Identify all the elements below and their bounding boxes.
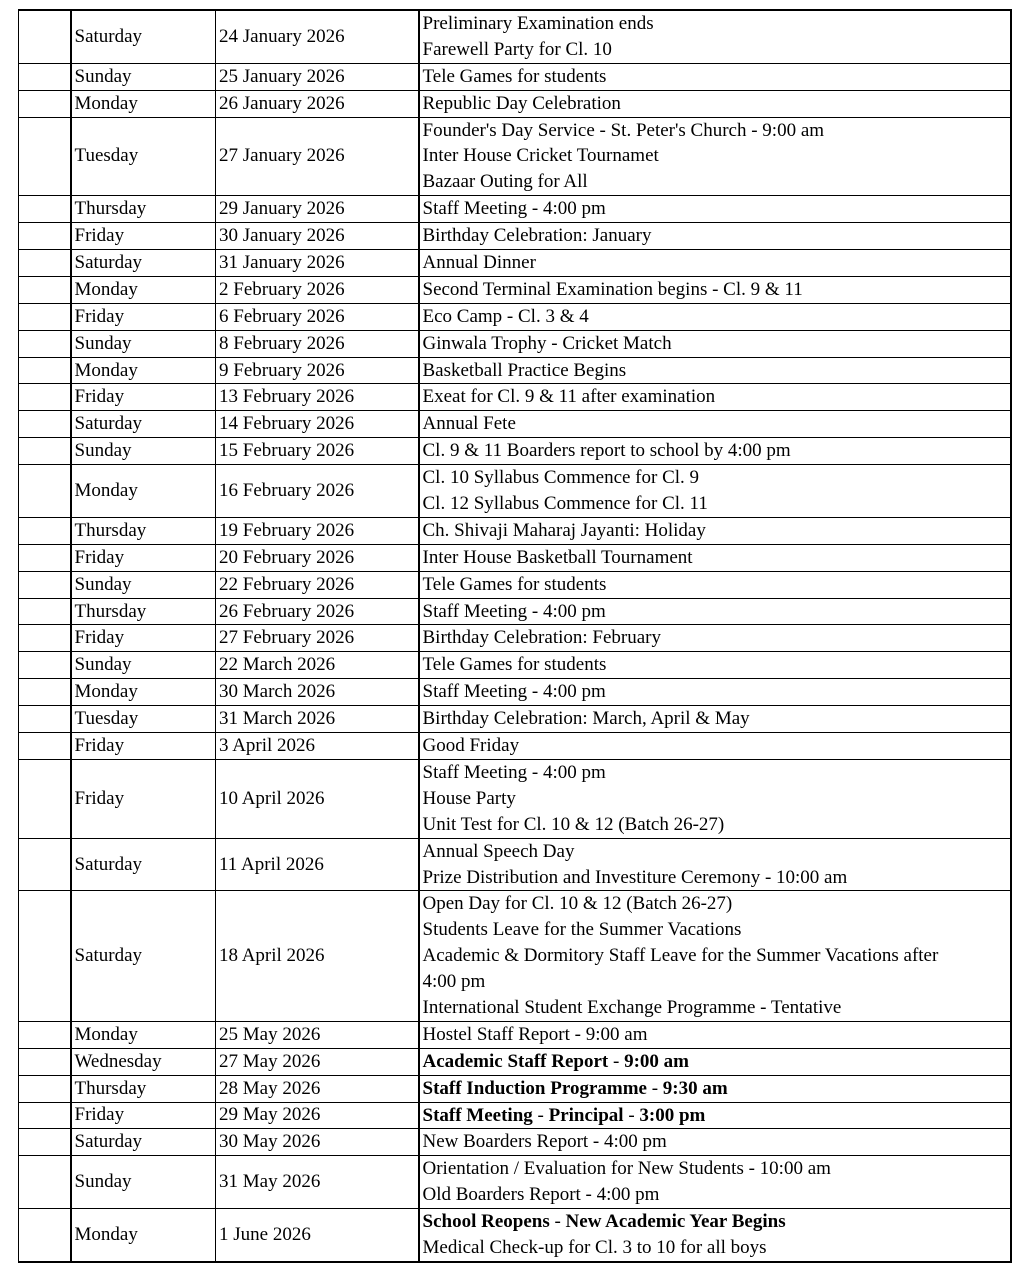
event-text: Tele Games for students (422, 65, 607, 87)
event-text: Staff Meeting - 4:00 pm (422, 600, 606, 622)
blank-cell (19, 1209, 71, 1262)
blank-cell (19, 223, 71, 250)
event-text: Farewell Party for Cl. 10 (422, 38, 612, 60)
event-text: New Boarders Report - 4:00 pm (422, 1131, 667, 1153)
event-text: Cl. 9 & 11 Boarders report to school by 4:00 pm (422, 440, 791, 462)
events-cell (419, 303, 1011, 330)
event-text: Birthday Celebration: February (422, 627, 661, 649)
blank-cell (19, 276, 71, 303)
day-cell: Saturday (71, 838, 216, 891)
blank-cell (19, 838, 71, 891)
date-cell: 9 February 2026 (216, 357, 419, 384)
event-line (423, 760, 1007, 786)
event-line (423, 37, 1007, 63)
blank-cell (19, 1075, 71, 1102)
event-text: Medical Check-up for Cl. 3 to 10 for all boys (422, 1236, 767, 1258)
event-text: 4:00 pm (422, 971, 486, 993)
day-cell: Tuesday (71, 117, 216, 196)
day-cell: Monday (71, 679, 216, 706)
event-line (423, 143, 1007, 169)
events-cell (419, 1102, 1011, 1129)
event-text: Preliminary Examination ends (422, 13, 654, 34)
day-cell: Monday (71, 1021, 216, 1048)
event-text: Orientation / Evaluation for New Students - 10:00 am (422, 1158, 831, 1180)
blank-cell (19, 117, 71, 196)
event-text: International Student Exchange Programme - Tentative (422, 996, 842, 1018)
calendar-row (19, 303, 1011, 330)
event-text: Tele Games for students (422, 654, 607, 676)
events-cell (419, 90, 1011, 117)
date-cell: 8 February 2026 (216, 330, 419, 357)
event-text-bold: Staff Induction Programme (422, 1077, 647, 1099)
calendar-row (19, 90, 1011, 117)
day-cell: Friday (71, 1102, 216, 1129)
day-cell: Friday (71, 625, 216, 652)
day-cell: Sunday (71, 1156, 216, 1209)
event-text: Hostel Staff Report - 9:00 am (422, 1023, 648, 1045)
calendar-row (19, 838, 1011, 891)
event-line (423, 1156, 1007, 1182)
event-line (423, 865, 1007, 891)
event-text-bold: School Reopens (422, 1211, 550, 1233)
calendar-row (19, 117, 1011, 196)
event-text: Tele Games for students (422, 573, 607, 595)
date-cell: 16 February 2026 (216, 465, 419, 518)
event-line (423, 652, 1007, 678)
events-cell (419, 384, 1011, 411)
day-cell: Monday (71, 357, 216, 384)
blank-cell (19, 652, 71, 679)
event-line (423, 679, 1007, 705)
blank-cell (19, 196, 71, 223)
event-text: Staff Meeting - 4:00 pm (422, 681, 606, 703)
events-cell (419, 1156, 1011, 1209)
events-cell (419, 438, 1011, 465)
day-cell: Saturday (71, 891, 216, 1021)
day-cell: Thursday (71, 1075, 216, 1102)
event-text: Inter House Basketball Tournament (422, 546, 693, 568)
date-cell: 19 February 2026 (216, 517, 419, 544)
blank-cell (19, 517, 71, 544)
event-line (423, 91, 1007, 117)
event-line (423, 1103, 1007, 1129)
blank-cell (19, 384, 71, 411)
event-line (423, 304, 1007, 330)
event-line (423, 969, 1007, 995)
event-line (423, 706, 1007, 732)
calendar-body (19, 10, 1011, 1262)
date-cell: 29 January 2026 (216, 196, 419, 223)
event-text-bold: Principal (548, 1104, 624, 1126)
day-cell: Sunday (71, 571, 216, 598)
blank-cell (19, 63, 71, 90)
calendar-row (19, 598, 1011, 625)
date-cell: 31 March 2026 (216, 706, 419, 733)
event-text: Open Day for Cl. 10 & 12 (Batch 26-27) (422, 893, 733, 915)
calendar-row (19, 891, 1011, 1021)
events-cell (419, 598, 1011, 625)
blank-cell (19, 1048, 71, 1075)
date-cell: 25 January 2026 (216, 63, 419, 90)
events-cell (419, 625, 1011, 652)
day-cell: Monday (71, 1209, 216, 1262)
event-text: Students Leave for the Summer Vacations (422, 919, 742, 941)
event-line (423, 11, 1007, 37)
event-line (423, 223, 1007, 249)
events-cell (419, 838, 1011, 891)
calendar-row (19, 544, 1011, 571)
date-cell: 14 February 2026 (216, 411, 419, 438)
calendar-row (19, 1129, 1011, 1156)
event-line (423, 250, 1007, 276)
event-text: Good Friday (422, 735, 520, 757)
blank-cell (19, 330, 71, 357)
day-cell: Sunday (71, 438, 216, 465)
event-line (423, 411, 1007, 437)
calendar-row (19, 1075, 1011, 1102)
blank-cell (19, 10, 71, 63)
event-text: House Party (422, 787, 516, 809)
event-line (423, 64, 1007, 90)
event-line (423, 331, 1007, 357)
blank-cell (19, 250, 71, 277)
event-line (423, 625, 1007, 651)
date-cell: 29 May 2026 (216, 1102, 419, 1129)
event-text-bold: 3:00 pm (639, 1104, 706, 1126)
event-line (423, 118, 1007, 144)
event-line (423, 491, 1007, 517)
event-line (423, 1182, 1007, 1208)
event-text: - (549, 1211, 566, 1233)
events-cell (419, 357, 1011, 384)
calendar-table (18, 9, 1012, 1263)
date-cell: 25 May 2026 (216, 1021, 419, 1048)
event-text: Cl. 12 Syllabus Commence for Cl. 11 (422, 493, 708, 515)
day-cell: Sunday (71, 330, 216, 357)
calendar-row (19, 733, 1011, 760)
blank-cell (19, 411, 71, 438)
date-cell: 31 January 2026 (216, 250, 419, 277)
calendar-row (19, 759, 1011, 838)
events-cell (419, 276, 1011, 303)
date-cell: 22 March 2026 (216, 652, 419, 679)
date-cell: 30 March 2026 (216, 679, 419, 706)
blank-cell (19, 679, 71, 706)
calendar-row (19, 384, 1011, 411)
date-cell: 2 February 2026 (216, 276, 419, 303)
calendar-row (19, 706, 1011, 733)
event-line (423, 277, 1007, 303)
event-text: Bazaar Outing for All (422, 171, 588, 193)
date-cell: 15 February 2026 (216, 438, 419, 465)
events-cell (419, 733, 1011, 760)
date-cell: 30 January 2026 (216, 223, 419, 250)
day-cell: Monday (71, 465, 216, 518)
event-text: Annual Fete (422, 413, 516, 435)
event-text-bold: 9:00 am (624, 1050, 689, 1072)
blank-cell (19, 1021, 71, 1048)
date-cell: 30 May 2026 (216, 1129, 419, 1156)
event-line (423, 1235, 1007, 1261)
calendar-row (19, 571, 1011, 598)
event-text: Old Boarders Report - 4:00 pm (422, 1184, 660, 1206)
events-cell (419, 196, 1011, 223)
events-cell (419, 652, 1011, 679)
event-line (423, 1129, 1007, 1155)
blank-cell (19, 706, 71, 733)
day-cell: Thursday (71, 196, 216, 223)
event-text: - (646, 1077, 663, 1099)
day-cell: Monday (71, 90, 216, 117)
events-cell (419, 330, 1011, 357)
events-cell (419, 1075, 1011, 1102)
events-cell (419, 517, 1011, 544)
day-cell: Monday (71, 276, 216, 303)
event-text: Annual Speech Day (422, 840, 575, 862)
date-cell: 27 January 2026 (216, 117, 419, 196)
calendar-row (19, 330, 1011, 357)
blank-cell (19, 571, 71, 598)
event-line (423, 438, 1007, 464)
date-cell: 1 June 2026 (216, 1209, 419, 1262)
event-text: Ginwala Trophy - Cricket Match (422, 332, 672, 354)
blank-cell (19, 1156, 71, 1209)
event-line (423, 196, 1007, 222)
event-line (423, 891, 1007, 917)
calendar-row (19, 276, 1011, 303)
date-cell: 11 April 2026 (216, 838, 419, 891)
event-line (423, 599, 1007, 625)
date-cell: 26 February 2026 (216, 598, 419, 625)
events-cell (419, 63, 1011, 90)
events-cell (419, 223, 1011, 250)
event-line (423, 572, 1007, 598)
blank-cell (19, 625, 71, 652)
event-text: Birthday Celebration: January (422, 225, 652, 247)
day-cell: Saturday (71, 1129, 216, 1156)
events-cell (419, 571, 1011, 598)
blank-cell (19, 438, 71, 465)
day-cell: Saturday (71, 10, 216, 63)
event-line (423, 465, 1007, 491)
event-text: Basketball Practice Begins (422, 359, 627, 381)
event-line (423, 545, 1007, 571)
date-cell: 28 May 2026 (216, 1075, 419, 1102)
event-line (423, 1049, 1007, 1075)
event-text-bold: New Academic Year Begins (565, 1211, 786, 1233)
event-line (423, 812, 1007, 838)
date-cell: 22 February 2026 (216, 571, 419, 598)
blank-cell (19, 759, 71, 838)
event-text: Cl. 10 Syllabus Commence for Cl. 9 (422, 467, 700, 489)
events-cell (419, 411, 1011, 438)
day-cell: Wednesday (71, 1048, 216, 1075)
blank-cell (19, 1102, 71, 1129)
day-cell: Friday (71, 759, 216, 838)
event-text: - (532, 1104, 549, 1126)
event-text: Prize Distribution and Investiture Ceremony - 10:00 am (422, 866, 848, 888)
events-cell (419, 1209, 1011, 1262)
calendar-row (19, 63, 1011, 90)
event-text: Annual Dinner (422, 252, 536, 274)
date-cell: 10 April 2026 (216, 759, 419, 838)
blank-cell (19, 357, 71, 384)
date-cell: 13 February 2026 (216, 384, 419, 411)
events-cell (419, 679, 1011, 706)
calendar-row (19, 250, 1011, 277)
event-text: Unit Test for Cl. 10 & 12 (Batch 26-27) (422, 813, 725, 835)
day-cell: Friday (71, 303, 216, 330)
calendar-row (19, 1209, 1011, 1262)
calendar-row (19, 652, 1011, 679)
event-line (423, 733, 1007, 759)
date-cell: 26 January 2026 (216, 90, 419, 117)
calendar-row (19, 465, 1011, 518)
day-cell: Tuesday (71, 706, 216, 733)
event-text: Second Terminal Examination begins - Cl. 9 & 11 (422, 278, 803, 300)
date-cell: 20 February 2026 (216, 544, 419, 571)
event-text: Birthday Celebration: March, April & May (422, 708, 750, 730)
blank-cell (19, 891, 71, 1021)
calendar-row (19, 1102, 1011, 1129)
blank-cell (19, 598, 71, 625)
events-cell (419, 1129, 1011, 1156)
event-line (423, 995, 1007, 1021)
calendar-row (19, 1156, 1011, 1209)
event-text: Staff Meeting - 4:00 pm (422, 761, 606, 783)
calendar-row (19, 196, 1011, 223)
date-cell: 3 April 2026 (216, 733, 419, 760)
day-cell: Friday (71, 733, 216, 760)
blank-cell (19, 465, 71, 518)
date-cell: 31 May 2026 (216, 1156, 419, 1209)
event-line (423, 786, 1007, 812)
date-cell: 27 February 2026 (216, 625, 419, 652)
day-cell: Sunday (71, 652, 216, 679)
calendar-row (19, 223, 1011, 250)
blank-cell (19, 733, 71, 760)
event-line (423, 384, 1007, 410)
day-cell: Thursday (71, 517, 216, 544)
date-cell: 18 April 2026 (216, 891, 419, 1021)
blank-cell (19, 303, 71, 330)
date-cell: 27 May 2026 (216, 1048, 419, 1075)
calendar-row (19, 357, 1011, 384)
calendar-row (19, 625, 1011, 652)
events-cell (419, 1021, 1011, 1048)
event-text-bold: Academic Staff Report (422, 1050, 609, 1072)
events-cell (419, 465, 1011, 518)
events-cell (419, 10, 1011, 63)
event-line (423, 917, 1007, 943)
calendar-row (19, 517, 1011, 544)
calendar-row (19, 411, 1011, 438)
event-line (423, 943, 1007, 969)
day-cell: Thursday (71, 598, 216, 625)
day-cell: Saturday (71, 250, 216, 277)
event-line (423, 358, 1007, 384)
blank-cell (19, 1129, 71, 1156)
events-cell (419, 250, 1011, 277)
event-text: Eco Camp - Cl. 3 & 4 (422, 305, 589, 327)
calendar-row (19, 438, 1011, 465)
event-text: Staff Meeting - 4:00 pm (422, 198, 606, 220)
calendar-row (19, 1021, 1011, 1048)
events-cell (419, 117, 1011, 196)
event-text: Exeat for Cl. 9 & 11 after examination (422, 386, 716, 408)
event-text-bold: 9:30 am (662, 1077, 728, 1099)
event-text-bold: Staff Meeting (422, 1104, 533, 1126)
event-line (423, 839, 1007, 865)
event-text: Republic Day Celebration (422, 92, 621, 114)
event-line (423, 1209, 1007, 1235)
event-line (423, 518, 1007, 544)
events-cell (419, 544, 1011, 571)
day-cell: Saturday (71, 411, 216, 438)
event-text: - (623, 1104, 640, 1126)
date-cell: 6 February 2026 (216, 303, 419, 330)
event-text: - (608, 1050, 625, 1072)
event-line (423, 1022, 1007, 1048)
calendar-row (19, 10, 1011, 63)
event-text: Ch. Shivaji Maharaj Jayanti: Holiday (422, 519, 706, 541)
event-text: Founder's Day Service - St. Peter's Church - 9:00 am (422, 119, 825, 141)
event-text: Inter House Cricket Tournamet (422, 145, 659, 167)
calendar-row (19, 1048, 1011, 1075)
events-cell (419, 706, 1011, 733)
calendar-row (19, 679, 1011, 706)
event-line (423, 169, 1007, 195)
blank-cell (19, 90, 71, 117)
day-cell: Friday (71, 384, 216, 411)
events-cell (419, 891, 1011, 1021)
day-cell: Friday (71, 223, 216, 250)
day-cell: Friday (71, 544, 216, 571)
events-cell (419, 1048, 1011, 1075)
event-line (423, 1076, 1007, 1102)
event-text: Academic & Dormitory Staff Leave for the Summer Vacations after (422, 945, 939, 967)
date-cell: 24 January 2026 (216, 10, 419, 63)
blank-cell (19, 544, 71, 571)
day-cell: Sunday (71, 63, 216, 90)
events-cell (419, 759, 1011, 838)
